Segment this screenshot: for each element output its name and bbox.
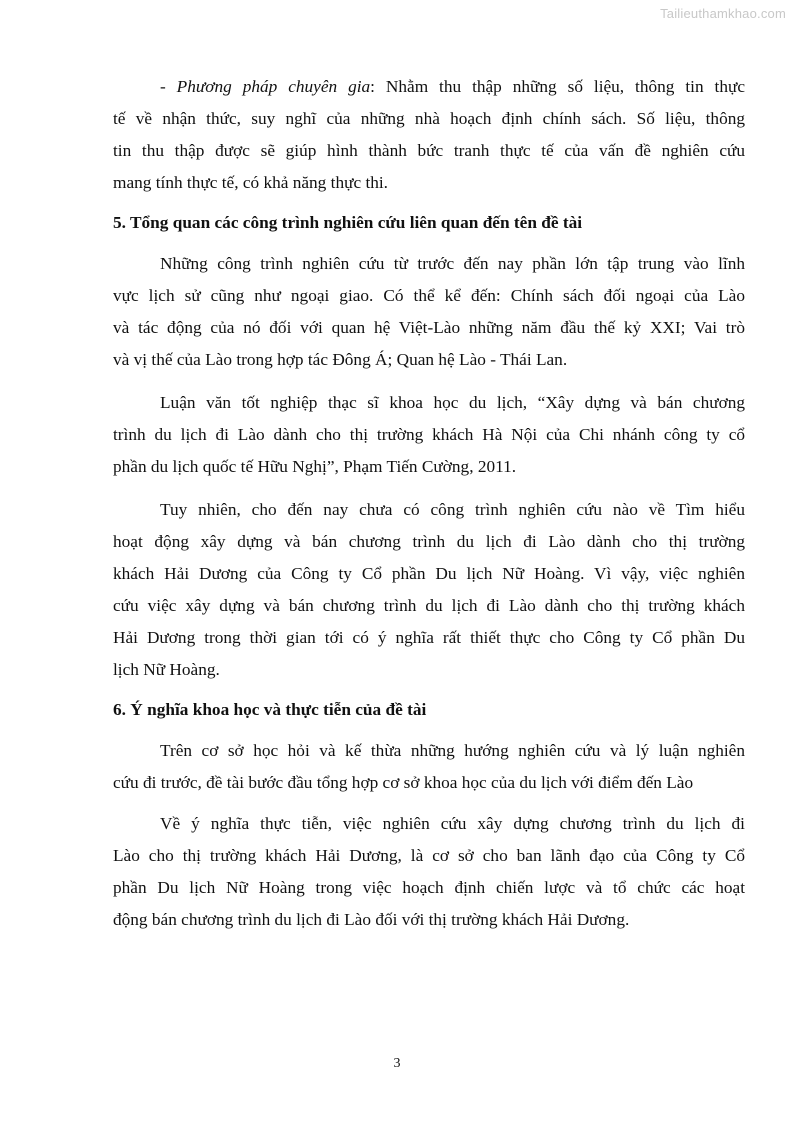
text-run: : Nhằm thu thập những số liệu, thông tin thực	[370, 77, 745, 96]
paragraph-line: tế về nhận thức, suy nghĩ của những nhà hoạch định chính sách. Số liệu, thông	[113, 109, 745, 128]
paragraph-line: vực lịch sử cũng như ngoại giao. Có thể kể đến: Chính sách đối ngoại của Lào	[113, 286, 745, 305]
paragraph-line: Hải Dương trong thời gian tới có ý nghĩa rất thiết thực cho Công ty Cổ phần Du	[113, 628, 745, 647]
page-number: 3	[393, 1056, 401, 1071]
section-heading-5: 5. Tổng quan các công trình nghiên cứu liên quan đến tên đề tài	[113, 213, 583, 232]
paragraph-line: Tuy nhiên, cho đến nay chưa có công trình nghiên cứu nào về Tìm hiểu	[160, 500, 745, 519]
paragraph-line: mang tính thực tế, có khả năng thực thi.	[113, 173, 389, 192]
paragraph-line: phần du lịch quốc tế Hữu Nghị”, Phạm Tiến Cường, 2011.	[113, 457, 517, 476]
paragraph-line: khách Hải Dương của Công ty Cổ phần Du lịch Nữ Hoàng. Vì vậy, việc nghiên	[113, 564, 745, 583]
paragraph-line	[160, 76, 745, 98]
section-heading-6: 6. Ý nghĩa khoa học và thực tiễn của đề tài	[113, 700, 427, 719]
italic-term: - Phương pháp chuyên gia	[160, 77, 371, 96]
paragraph-line: và vị thế của Lào trong hợp tác Đông Á; Quan hệ Lào - Thái Lan.	[113, 350, 568, 369]
paragraph-line: Những công trình nghiên cứu từ trước đến nay phần lớn tập trung vào lĩnh	[160, 254, 745, 273]
paragraph-line: động bán chương trình du lịch đi Lào đối với thị trường khách Hải Dương.	[113, 910, 630, 929]
paragraph-line: trình du lịch đi Lào dành cho thị trường khách Hà Nội của Chi nhánh công ty cổ	[113, 425, 745, 444]
paragraph-line: tin thu thập được sẽ giúp hình thành bức tranh thực tế của vấn đề nghiên cứu	[113, 141, 745, 160]
paragraph-line: cứu việc xây dựng và bán chương trình du lịch đi Lào dành cho thị trường khách	[113, 596, 745, 615]
paragraph-line: cứu đi trước, đề tài bước đầu tổng hợp cơ sở khoa học của du lịch với điểm đến Lào	[113, 773, 694, 792]
paragraph-line: và tác động của nó đối với quan hệ Việt-Lào những năm đầu thế kỷ XXI; Vai trò	[113, 318, 745, 337]
paragraph-line: phần Du lịch Nữ Hoàng trong việc hoạch định chiến lược và tổ chức các hoạt	[113, 878, 745, 897]
paragraph-line: Luận văn tốt nghiệp thạc sĩ khoa học du lịch, “Xây dựng và bán chương	[160, 393, 745, 412]
paragraph-line: Lào cho thị trường khách Hải Dương, là cơ sở cho ban lãnh đạo của Công ty Cổ	[113, 846, 745, 865]
paragraph-line: lịch Nữ Hoàng.	[113, 660, 220, 679]
paragraph-line: Về ý nghĩa thực tiễn, việc nghiên cứu xây dựng chương trình du lịch đi	[160, 814, 745, 833]
watermark: Tailieuthamkhao.com	[660, 6, 786, 21]
paragraph-line: hoạt động xây dựng và bán chương trình du lịch đi Lào dành cho thị trường	[113, 532, 745, 551]
paragraph-line: Trên cơ sở học hỏi và kế thừa những hướng nghiên cứu và lý luận nghiên	[160, 741, 745, 760]
